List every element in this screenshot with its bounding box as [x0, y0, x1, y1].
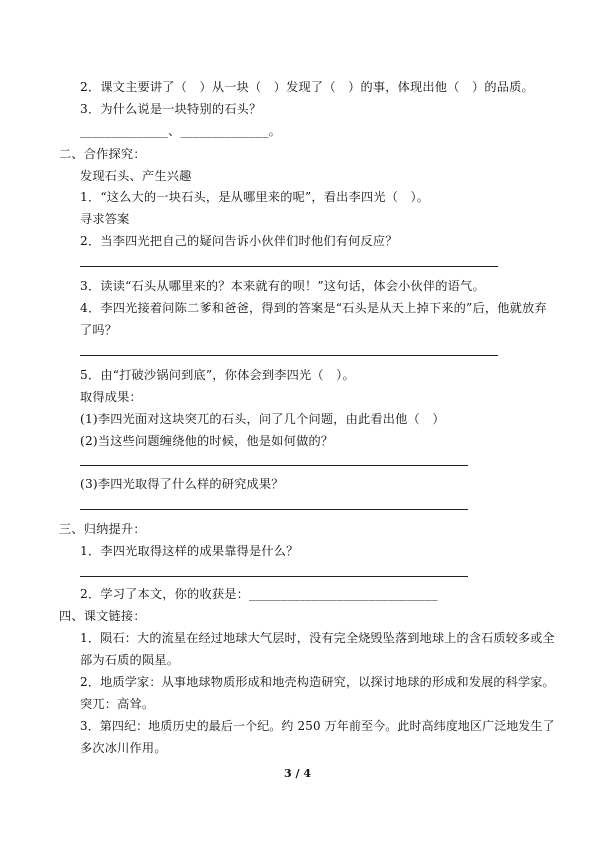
section-3-heading: 三、归纳提升：	[59, 522, 146, 536]
item-3-text: 3．读读“石头从哪里来的？本来就有的呗！”这句话，体会小伙伴的语气。	[80, 279, 485, 293]
question-3-text: 3．为什么说是一块特别的石头？	[80, 102, 262, 116]
item-4-text-line2: 了吗？	[80, 323, 118, 337]
question-2-text: 2．课文主要讲了（ ）从一块（ ）发现了（ ）的事，体现出他（ ）的品质。	[80, 80, 534, 94]
section-4-heading: 四、课文链接：	[59, 609, 146, 623]
sub-item-3-text: (3)李四光取得了什么样的研究成果？	[80, 477, 284, 491]
link-2-definition: 突兀：高耸。	[80, 697, 155, 711]
subheading-results: 取得成果：	[80, 390, 142, 404]
sub-item-1-text: (1)李四光面对这块突兀的石头，问了几个问题，由此看出他（ ）	[80, 412, 445, 426]
link-3-line2: 多次冰川作用。	[80, 741, 167, 755]
section-2-heading: 二、合作探究：	[59, 147, 146, 161]
answer-line	[80, 266, 498, 267]
link-1-line2: 部为石质的陨星。	[80, 653, 180, 667]
item-2-text: 2．当李四光把自己的疑问告诉小伙伴们时他们有何反应？	[80, 234, 398, 248]
subheading-seek-answer: 寻求答案	[80, 212, 130, 226]
answer-line	[80, 465, 468, 466]
summary-question-1: 1．李四光取得这样的成果靠得是什么？	[80, 544, 299, 558]
answer-line	[80, 509, 468, 510]
subheading-discover: 发现石头、产生兴趣	[80, 169, 192, 183]
answer-line	[80, 576, 468, 577]
link-1-line1: 1．陨石：大的流星在经过地球大气层时，没有完全烧毁坠落到地球上的含石质较多或全	[80, 631, 555, 645]
answer-blanks: ______________、______________。	[80, 124, 281, 138]
link-2-text: 2．地质学家：从事地球物质形成和地壳构造研究，以探讨地球的形成和发展的科学家。	[80, 675, 555, 689]
answer-line	[80, 355, 498, 356]
sub-item-2-text: (2)当这些问题缠绕他的时候，他是如何做的？	[80, 434, 334, 448]
item-5-text: 5．由“打破沙锅问到底”，你体会到李四光（ ）。	[80, 368, 355, 382]
summary-question-2: 2．学习了本文，你的收获是：______________________________	[80, 587, 438, 601]
page-number: 3 / 4	[284, 767, 311, 780]
item-1-text: 1．“这么大的一块石头，是从哪里来的呢”，看出李四光（ ）。	[80, 190, 430, 204]
item-4-text-line1: 4．李四光接着问陈二爹和爸爸，得到的答案是“石头是从天上掉下来的”后，他就放弃	[80, 301, 547, 315]
link-3-line1: 3．第四纪：地质历史的最后一个纪。约 250 万年前至今。此时高纬度地区广泛地发生了	[80, 719, 555, 733]
